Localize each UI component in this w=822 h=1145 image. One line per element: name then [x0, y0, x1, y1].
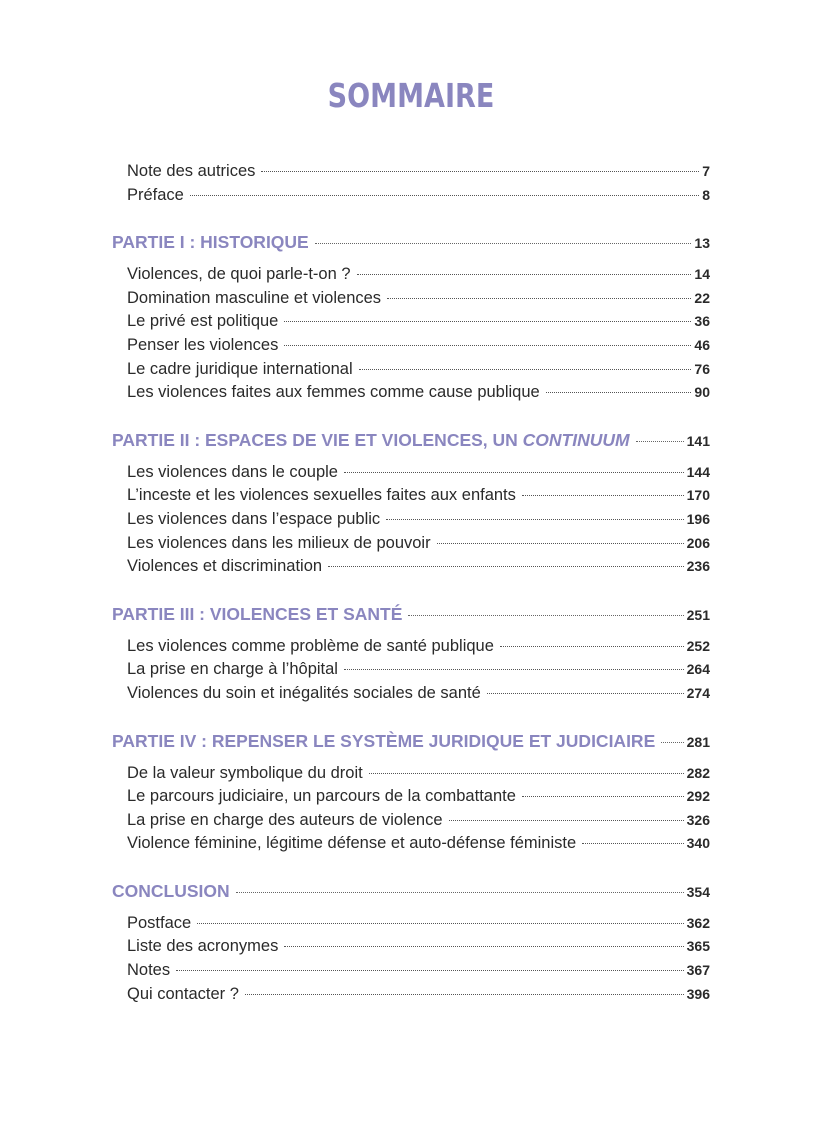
- toc-entry-label: Violences, de quoi parle-t-on ?: [127, 265, 351, 284]
- toc-part-heading[interactable]: [112, 878, 710, 904]
- toc-entry-page: 196: [686, 510, 710, 527]
- dot-leader: [369, 773, 684, 774]
- toc-entry-page: 236: [686, 558, 710, 575]
- toc-entry-page: 7: [702, 163, 710, 179]
- toc-entry-page: 274: [686, 684, 710, 701]
- dot-leader: [387, 298, 691, 299]
- toc-entry-label: Les violences dans les milieux de pouvoir: [127, 533, 431, 552]
- toc-entry-label: Notes: [127, 961, 171, 980]
- dot-leader: [357, 274, 692, 275]
- toc-entry[interactable]: [112, 658, 710, 682]
- dot-leader: [197, 923, 683, 924]
- toc-entry[interactable]: [112, 912, 710, 936]
- toc-entry[interactable]: [112, 310, 710, 334]
- toc-entry[interactable]: [112, 160, 710, 184]
- toc-part-page: 141: [686, 432, 710, 449]
- toc-entry-page: 36: [694, 313, 710, 330]
- dot-leader: [284, 345, 691, 346]
- toc-entry[interactable]: [112, 935, 710, 959]
- dot-leader: [344, 669, 684, 670]
- toc-entry-page: 90: [694, 384, 710, 401]
- toc-part-page: 251: [686, 606, 710, 623]
- dot-leader: [582, 843, 684, 844]
- toc-entry[interactable]: [112, 635, 710, 659]
- dot-leader: [315, 243, 692, 244]
- toc-entry-page: 292: [686, 788, 710, 805]
- toc-entry-label: Préface: [127, 185, 184, 204]
- toc-entry-page: 170: [686, 487, 710, 504]
- toc-entry-page: 76: [694, 360, 710, 377]
- toc-entry-label: Les violences dans l’espace public: [127, 509, 381, 528]
- toc-entry-label: De la valeur symbolique du droit: [127, 763, 363, 782]
- toc-entry[interactable]: [112, 682, 710, 706]
- dot-leader: [487, 693, 684, 694]
- dot-leader: [359, 369, 692, 370]
- toc-entry-page: 252: [686, 637, 710, 654]
- dot-leader: [344, 472, 684, 473]
- toc-entry-label: Violences du soin et inégalités sociales de santé: [127, 683, 481, 702]
- toc-entry-page: 14: [694, 266, 710, 283]
- toc-entry-label: Le cadre juridique international: [127, 359, 353, 378]
- toc-entry-label: Domination masculine et violences: [127, 288, 382, 307]
- toc-entry-page: 282: [686, 764, 710, 781]
- toc-part-page: 13: [694, 235, 710, 252]
- toc-part-heading[interactable]: [112, 427, 710, 453]
- page-title: SOMMAIRE: [327, 76, 495, 115]
- toc-entry[interactable]: [112, 358, 710, 382]
- dot-leader: [261, 171, 699, 172]
- dot-leader: [522, 495, 684, 496]
- dot-leader: [236, 892, 684, 893]
- toc-part-page: 354: [686, 883, 710, 900]
- toc-entry-label: Penser les violences: [127, 335, 279, 354]
- toc-entry-label: La prise en charge à l’hôpital: [127, 660, 338, 679]
- toc-part-title: PARTIE I : HISTORIQUE: [112, 232, 309, 253]
- dot-leader: [190, 195, 699, 196]
- toc-part-title: PARTIE IV : REPENSER LE SYSTÈME JURIDIQUE ET JUDICIAIRE: [112, 730, 656, 751]
- toc-part-title: CONCLUSION: [112, 880, 230, 901]
- toc-entry-page: 326: [686, 811, 710, 828]
- toc-entry[interactable]: [112, 287, 710, 311]
- toc-entry-page: 396: [686, 985, 710, 1002]
- dot-leader: [661, 742, 683, 743]
- toc-entry[interactable]: [112, 983, 710, 1007]
- toc-entry-page: 365: [686, 938, 710, 955]
- toc-part-title-italic: CONTINUUM: [522, 429, 630, 450]
- toc-entry[interactable]: [112, 508, 710, 532]
- toc-entry-label: Les violences dans le couple: [127, 462, 338, 481]
- dot-leader: [636, 441, 684, 442]
- dot-leader: [500, 646, 684, 647]
- toc-part-heading[interactable]: [112, 728, 710, 754]
- toc-entry[interactable]: [112, 484, 710, 508]
- toc-entry-page: 22: [694, 289, 710, 306]
- toc-entry-page: 362: [686, 914, 710, 931]
- toc-entry-label: Qui contacter ?: [127, 984, 239, 1003]
- toc-entry[interactable]: [112, 184, 710, 208]
- dot-leader: [449, 820, 684, 821]
- table-of-contents: [112, 160, 710, 1006]
- toc-entry[interactable]: [112, 461, 710, 485]
- toc-entry[interactable]: [112, 832, 710, 856]
- toc-entry-page: 144: [686, 463, 710, 480]
- toc-entry[interactable]: [112, 555, 710, 579]
- toc-part-heading[interactable]: [112, 229, 710, 255]
- dot-leader: [408, 615, 683, 616]
- toc-entry-label: Les violences comme problème de santé publique: [127, 636, 494, 655]
- toc-entry-page: 46: [694, 336, 710, 353]
- dot-leader: [522, 796, 684, 797]
- dot-leader: [328, 566, 684, 567]
- toc-entry-label: Les violences faites aux femmes comme cause publique: [127, 383, 540, 402]
- dot-leader: [245, 994, 684, 995]
- toc-entry[interactable]: [112, 532, 710, 556]
- dot-leader: [284, 321, 691, 322]
- toc-entry-page: 264: [686, 661, 710, 678]
- dot-leader: [437, 543, 684, 544]
- toc-entry-label: Le privé est politique: [127, 312, 279, 331]
- toc-entry-label: L’inceste et les violences sexuelles faites aux enfants: [127, 486, 516, 505]
- toc-entry-label: Violence féminine, légitime défense et auto-défense féministe: [127, 834, 577, 853]
- toc-entry[interactable]: [112, 334, 710, 358]
- toc-entry[interactable]: [112, 809, 710, 833]
- toc-part-title: PARTIE III : VIOLENCES ET SANTÉ: [112, 603, 403, 624]
- toc-entry[interactable]: [112, 959, 710, 983]
- dot-leader: [546, 392, 692, 393]
- toc-entry-page: 367: [686, 962, 710, 979]
- toc-part-page: 281: [686, 733, 710, 750]
- toc-entry[interactable]: [112, 263, 710, 287]
- toc-entry-label: Note des autrices: [127, 162, 256, 180]
- dot-leader: [386, 519, 683, 520]
- toc-entry-label: La prise en charge des auteurs de violence: [127, 810, 443, 829]
- toc-entry-label: Le parcours judiciaire, un parcours de la combattante: [127, 787, 516, 806]
- toc-part-heading[interactable]: [112, 601, 710, 627]
- toc-entry-page: 206: [686, 534, 710, 551]
- toc-entry-label: Violences et discrimination: [127, 557, 323, 576]
- toc-entry-page: 8: [702, 186, 710, 203]
- toc-entry[interactable]: [112, 762, 710, 786]
- dot-leader: [176, 970, 684, 971]
- toc-entry[interactable]: [112, 381, 710, 405]
- toc-entry[interactable]: [112, 785, 710, 809]
- toc-part-title: [112, 427, 630, 453]
- toc-entry-page: 340: [686, 835, 710, 852]
- toc-entry-label: Liste des acronymes: [127, 937, 279, 956]
- toc-part-title-text: PARTIE II : ESPACES DE VIE ET VIOLENCES, UN: [112, 429, 523, 450]
- dot-leader: [284, 946, 683, 947]
- toc-entry-label: Postface: [127, 913, 192, 932]
